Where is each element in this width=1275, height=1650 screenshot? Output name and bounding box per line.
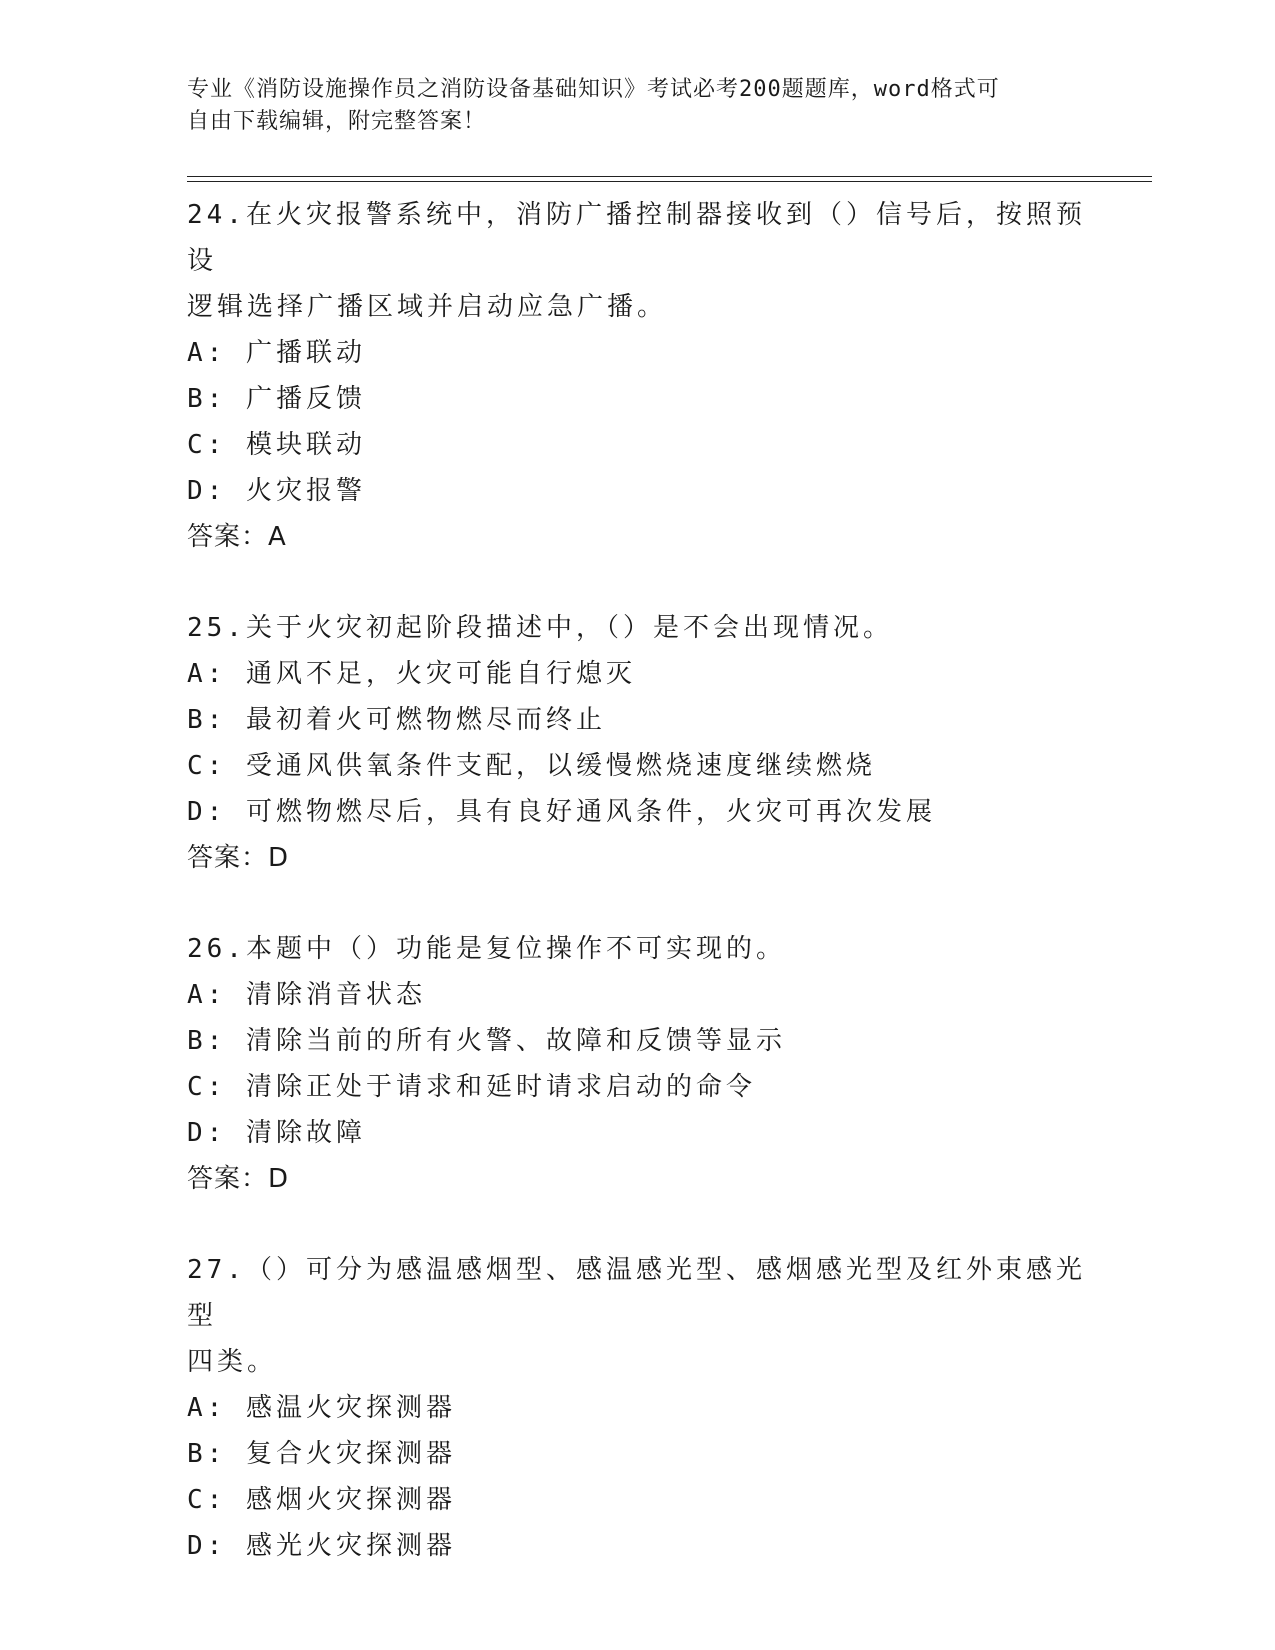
question-stem-continued: 四类。 xyxy=(187,1347,278,1377)
question-26 xyxy=(187,926,1087,1202)
option-c: C: 清除正处于请求和延时请求启动的命令 xyxy=(187,1072,756,1102)
option-d: D: 火灾报警 xyxy=(187,476,366,506)
option-c: C: 受通风供氧条件支配，以缓慢燃烧速度继续燃烧 xyxy=(187,751,876,781)
document-header xyxy=(187,74,1067,138)
option-d: D: 清除故障 xyxy=(187,1118,366,1148)
option-b: B: 最初着火可燃物燃尽而终止 xyxy=(187,705,606,735)
option-a: A: 通风不足，火灾可能自行熄灭 xyxy=(187,659,636,689)
answer: 答案：D xyxy=(187,1164,290,1194)
answer: 答案：A xyxy=(187,522,287,552)
option-c: C: 模块联动 xyxy=(187,430,366,460)
question-stem: 26.本题中（）功能是复位操作不可实现的。 xyxy=(187,934,786,964)
question-stem: 25.关于火灾初起阶段描述中，（）是不会出现情况。 xyxy=(187,613,893,643)
question-list xyxy=(187,192,1087,1614)
question-27 xyxy=(187,1247,1087,1569)
question-stem: 27.（）可分为感温感烟型、感温感光型、感烟感光型及红外束感光型 xyxy=(187,1255,1086,1331)
option-a: A: 广播联动 xyxy=(187,338,366,368)
option-b: B: 广播反馈 xyxy=(187,384,366,414)
answer: 答案：D xyxy=(187,843,290,873)
option-d: D: 可燃物燃尽后，具有良好通风条件，火灾可再次发展 xyxy=(187,797,936,827)
header-divider-top xyxy=(187,176,1152,177)
header-divider-bottom xyxy=(187,181,1152,182)
option-b: B: 清除当前的所有火警、故障和反馈等显示 xyxy=(187,1026,786,1056)
option-a: A: 清除消音状态 xyxy=(187,980,426,1010)
option-d: D: 感光火灾探测器 xyxy=(187,1531,456,1561)
option-c: C: 感烟火灾探测器 xyxy=(187,1485,456,1515)
question-24 xyxy=(187,192,1087,560)
option-b: B: 复合火灾探测器 xyxy=(187,1439,456,1469)
question-stem: 24.在火灾报警系统中，消防广播控制器接收到（）信号后，按照预设 xyxy=(187,200,1086,276)
question-stem-continued: 逻辑选择广播区域并启动应急广播。 xyxy=(187,292,668,322)
header-line-2: 自由下载编辑，附完整答案！ xyxy=(187,109,487,134)
question-25 xyxy=(187,605,1087,881)
option-a: A: 感温火灾探测器 xyxy=(187,1393,456,1423)
header-line-1: 专业《消防设施操作员之消防设备基础知识》考试必考200题题库，word格式可 xyxy=(187,77,1000,102)
